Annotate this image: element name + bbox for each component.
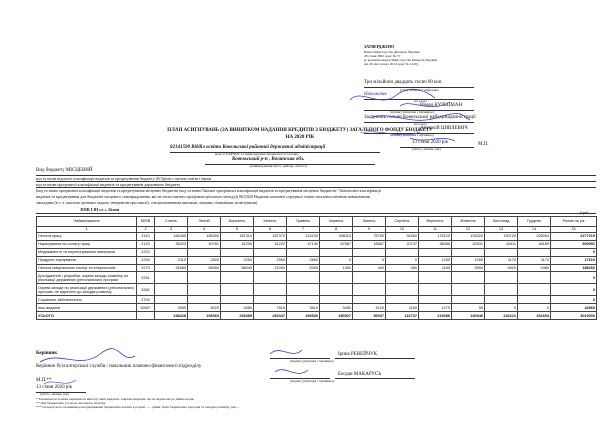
approval-heading: ЗАТВЕРДЖЕНО: [364, 44, 395, 49]
head-caption: (посада): [414, 122, 427, 126]
row-value: 21090: [254, 264, 287, 272]
row-value: 3950: [155, 304, 188, 312]
row-value: [452, 296, 485, 304]
row-value: [188, 284, 221, 296]
row-code: 2270: [137, 264, 155, 272]
row-value: [287, 248, 320, 256]
row-value: 187370: [254, 233, 287, 241]
head-role: Керівник: [36, 351, 58, 356]
table-index-cell: 3: [155, 227, 188, 233]
row-value: [353, 296, 386, 304]
row-name: Оплата праці: [37, 233, 137, 241]
table-header-cell: Грудень: [518, 217, 551, 227]
row-code: [137, 312, 155, 320]
row-value: 4520: [485, 264, 518, 272]
row-value: [518, 272, 551, 284]
row-value: 116737: [386, 312, 419, 320]
table-header-cell: Серпень: [386, 217, 419, 227]
row-value: 2110: [155, 256, 188, 264]
approval-line: Наказ Міністерства фінансів України: [364, 50, 420, 54]
manager-name: Роман КУЛЬЦМАН: [420, 103, 463, 108]
accountant-role: Керівник бухгалтерської служби / начальник планово-фінансового підрозділу: [36, 364, 202, 369]
row-value: 0: [518, 304, 551, 312]
approval-decree: [364, 50, 437, 66]
head-signer: Ірина РЕВЕЙЧУК: [338, 352, 377, 357]
row-value: 36203: [155, 240, 188, 248]
date-caption: (число, місяць, рік): [412, 147, 441, 151]
row-value: 58040: [221, 264, 254, 272]
table-header-cell: Липень: [353, 217, 386, 227]
row-value: 96937: [353, 312, 386, 320]
table-header-cell: Вересень: [419, 217, 452, 227]
row-code: 2120: [137, 240, 155, 248]
row-value: [485, 284, 518, 296]
table-index-cell: 1: [37, 227, 137, 233]
row-value: [320, 272, 353, 284]
row-value: 1050: [452, 256, 485, 264]
row-value: 38086: [419, 240, 452, 248]
footnote: ** Для бюджетних установ, які мають печатку.: [36, 401, 106, 405]
row-value: 1270: [419, 304, 452, 312]
table-index-cell: 12: [452, 227, 485, 233]
row-value: 4120: [353, 304, 386, 312]
row-value: 490527: [320, 312, 353, 320]
org-caption: (код за ЄДРПОУ та найменування бюджетної установи): [215, 152, 299, 156]
row-value: 4380: [518, 264, 551, 272]
region-caption: (найменування міста, району, області): [250, 164, 307, 168]
prog-class-local-3: закладами (в т. ч. школою-дитячим садком, інтернатом при школі), спеціалізованими школами, ліцеями, гімназіями, колегіумами): [36, 200, 258, 205]
table-index-cell: 9: [353, 227, 386, 233]
row-value: [254, 296, 287, 304]
info-line: [36, 213, 596, 214]
row-value: [485, 248, 518, 256]
row-value: [386, 284, 419, 296]
row-value: [254, 248, 287, 256]
row-value: [386, 296, 419, 304]
row-value: [518, 296, 551, 304]
row-value: [155, 272, 188, 284]
row-value: 1170: [518, 256, 551, 264]
table-header-cell: Травень: [287, 217, 320, 227]
row-total: 188260: [551, 264, 597, 272]
approval-date: 13 січня 2020 рік: [412, 140, 449, 145]
approval-line: (у редакції наказу Міністерства фінансів України: [364, 58, 438, 62]
row-value: [155, 284, 188, 296]
table-header-cell: Червень: [320, 217, 353, 227]
row-value: 55: [452, 304, 485, 312]
row-total: 0: [551, 272, 597, 284]
row-value: [518, 284, 551, 296]
accountant-signer-caption: (підпис) (ініціали і прізвище): [290, 379, 334, 383]
row-value: 42611: [485, 240, 518, 248]
table-header-cell: Найменування: [37, 217, 137, 227]
row-value: 2950: [254, 256, 287, 264]
table-index-cell: 4: [188, 227, 221, 233]
row-value: [221, 248, 254, 256]
row-value: 580: [386, 264, 419, 272]
row-value: [320, 248, 353, 256]
row-value: 16667: [353, 240, 386, 248]
row-value: [155, 296, 188, 304]
row-value: [353, 272, 386, 284]
row-value: [386, 272, 419, 284]
row-value: 4580: [221, 304, 254, 312]
accountant-signer: Богдан МАКАРУСЬ: [338, 372, 382, 377]
row-value: 1180: [419, 264, 452, 272]
row-value: 293063: [188, 312, 221, 320]
row-value: 185390: [188, 233, 221, 241]
row-value: [221, 296, 254, 304]
head-signer-caption: (підпис) (ініціали і прізвище): [290, 359, 334, 363]
amount-caption: (сума словами і цифрами): [400, 88, 439, 92]
row-code: 5000*: [137, 304, 155, 312]
head-title: Заступник голови Ковельської райдержадміністрації: [364, 115, 476, 120]
allocation-table: [36, 216, 597, 320]
row-value: 41205: [221, 240, 254, 248]
head-name: Анатолій ЦИВЛЕВИЧ: [420, 126, 468, 131]
budget-type: Вид бюджету МІСЦЕВИЙ: [36, 168, 93, 173]
table-index-cell: 15: [551, 227, 597, 233]
table-header-cell: Січень: [155, 217, 188, 227]
row-value: [320, 296, 353, 304]
table-index-cell: 10: [386, 227, 419, 233]
row-value: 293385: [221, 312, 254, 320]
plan-title: ПЛАН АСИГНУВАНЬ (ЗА ВИНЯТКОМ НАДАННЯ КРЕДИТІВ З БЮДЖЕТУ) ЗАГАЛЬНОГО ФОНДУ БЮДЖЕТУ: [167, 128, 433, 133]
table-row: [37, 256, 597, 264]
row-value: 5020: [188, 304, 221, 312]
region-name: Ковельський р-н , Волинська обл.: [232, 157, 305, 162]
row-value: [287, 284, 320, 296]
row-value: 1430: [419, 256, 452, 264]
row-value: 1160: [386, 304, 419, 312]
row-name: УСЬОГО: [37, 312, 137, 320]
row-value: 398110: [320, 233, 353, 241]
row-value: 260447: [254, 312, 287, 320]
row-value: 242221: [485, 312, 518, 320]
prog-class-state: код та назва програмної класифікації видатків та кредитування державного бюджету: [36, 182, 181, 187]
table-header-cell: Березень: [221, 217, 254, 227]
row-value: 3510: [287, 304, 320, 312]
sig-line: [335, 378, 415, 379]
sig-date: 13 січня 2020 рік: [36, 385, 73, 390]
row-value: 0: [320, 256, 353, 264]
row-total: 0: [551, 284, 597, 296]
row-value: [419, 284, 452, 296]
row-value: [320, 284, 353, 296]
row-name: Дослідження і розробки, окремі заходи розвитку по реалізації державних (регіональних) програм: [37, 272, 137, 284]
table-index-cell: 14: [518, 227, 551, 233]
table-header-cell: Разом на рік: [551, 217, 597, 227]
row-value: 3480: [320, 304, 353, 312]
row-code: 2282: [137, 284, 155, 296]
row-value: [452, 272, 485, 284]
row-value: 2660: [287, 256, 320, 264]
row-value: [419, 248, 452, 256]
table-index-cell: 13: [485, 227, 518, 233]
table-header-row: [37, 217, 597, 227]
manager-caption: (посада): [414, 99, 427, 103]
row-value: 1350: [320, 264, 353, 272]
table-header-cell: Листопад: [485, 217, 518, 227]
table-row: [37, 233, 597, 241]
org-name: 02141590 Відділ освіти Ковельської районної державної адміністрації: [170, 145, 326, 150]
row-value: 31680: [155, 264, 188, 272]
approval-stamp: М.П.: [478, 142, 489, 147]
row-value: 41222: [254, 240, 287, 248]
footnote: *** Складається головними розпорядниками бюджетних коштів в розрізі ...... рівня, їхніх бюджетних програм та заходів розвитку для ...: [36, 405, 240, 409]
row-total: 500951: [551, 240, 597, 248]
row-value: 2000: [287, 264, 320, 272]
manager-name-caption: (підпис) (ініціали і прізвище): [390, 110, 434, 114]
row-code: 2700: [137, 296, 155, 304]
row-total: 0: [551, 296, 597, 304]
row-value: 209054: [518, 233, 551, 241]
sig-line: [335, 358, 415, 359]
table-header-cell: Квітень: [254, 217, 287, 227]
row-value: [254, 284, 287, 296]
row-value: 20737: [386, 240, 419, 248]
school-name: ЗОШ І-ІІІ ст. с. Білин: [80, 207, 119, 212]
row-value: [353, 248, 386, 256]
row-value: 2820: [188, 256, 221, 264]
row-value: 59050: [188, 264, 221, 272]
row-code: 2110: [137, 233, 155, 241]
row-total: 17610: [551, 256, 597, 264]
table-index-cell: 8: [320, 227, 353, 233]
row-value: 1170: [485, 256, 518, 264]
row-value: 261693: [518, 312, 551, 320]
row-value: [386, 248, 419, 256]
row-value: [254, 272, 287, 284]
row-value: [485, 272, 518, 284]
row-value: 175120: [419, 233, 452, 241]
bottom-signature-icon: [30, 340, 330, 390]
row-value: 269530: [287, 312, 320, 320]
row-value: 94260: [386, 233, 419, 241]
row-value: 2250: [221, 256, 254, 264]
footnotes: [36, 397, 239, 409]
head-name-caption: (підпис) (ініціали і прізвище): [390, 133, 434, 137]
table-row: [37, 240, 597, 248]
plan-year: НА 2020 РІК: [285, 135, 315, 140]
row-value: [485, 296, 518, 304]
row-name: Медикаменти та перев'язувальні матеріали: [37, 248, 137, 256]
row-code: 2220: [137, 248, 155, 256]
signature-scribble-icon: [340, 78, 480, 153]
approval-line: від 26 листопада 2012 року № 1220): [364, 62, 418, 66]
table-header-cell: Жовтень: [452, 217, 485, 227]
row-total: 3019000: [551, 312, 597, 320]
row-value: 3990: [452, 264, 485, 272]
row-value: [419, 272, 452, 284]
row-value: 215086: [419, 312, 452, 320]
row-name: Окремі заходи по реалізації державних (регіональних) програм, не віднесені до заходів розвитку: [37, 284, 137, 296]
table-row: [37, 312, 597, 320]
row-name: Інші видатки: [37, 304, 137, 312]
table-header-cell: КЕКВ: [137, 217, 155, 227]
row-value: 42531: [452, 240, 485, 248]
row-value: 47130: [287, 240, 320, 248]
table-index-cell: 11: [419, 227, 452, 233]
row-value: [419, 296, 452, 304]
row-value: 7815: [254, 304, 287, 312]
table-index-cell: 2: [137, 227, 155, 233]
row-value: [221, 284, 254, 296]
row-name: Оплата комунальних послуг та енергоносіїв: [37, 264, 137, 272]
row-name: Продукти харчування: [37, 256, 137, 264]
table-row: [37, 264, 597, 272]
vedom-class: код та назва відомчої класифікації видатків та кредитування бюджету 06 Орган з питань освіти і науки: [36, 176, 212, 181]
row-value: [221, 272, 254, 284]
footnote: * Заповнюється лише видатків на виплату інші видатки, зокрема видатки, що не віднесені до інших кодів.: [36, 397, 195, 401]
row-name: Соціальне забезпечення: [37, 296, 137, 304]
row-value: [287, 272, 320, 284]
row-value: 0: [353, 256, 386, 264]
table-index-cell: 5: [221, 227, 254, 233]
row-value: 187310: [221, 233, 254, 241]
table-row: [37, 248, 597, 256]
row-value: 193720: [485, 233, 518, 241]
table-index-cell: 6: [254, 227, 287, 233]
sig-stamp: М.П.**: [36, 378, 52, 383]
manager-title: Начальник: [364, 92, 387, 97]
row-value: 87587: [320, 240, 353, 248]
table-row: [37, 296, 597, 304]
row-value: [287, 296, 320, 304]
approval-amount: Три мільйони двадцять тисяч 00 коп.: [364, 80, 443, 85]
row-total: 34960: [551, 304, 597, 312]
unit-label: (грн): [580, 210, 589, 215]
row-value: 75750: [353, 233, 386, 241]
row-total: 0: [551, 248, 597, 256]
row-value: 0: [485, 304, 518, 312]
row-code: 2230: [137, 256, 155, 264]
row-value: 238428: [155, 312, 188, 320]
approval-line: 28 січня 2002 року № 57: [364, 54, 401, 58]
row-total: 2277019: [551, 233, 597, 241]
row-value: [188, 248, 221, 256]
row-value: 164485: [155, 233, 188, 241]
row-value: [452, 284, 485, 296]
row-value: 0: [386, 256, 419, 264]
table-header-cell: Лютий: [188, 217, 221, 227]
row-value: [155, 248, 188, 256]
row-name: Нарахування на оплату праці: [37, 240, 137, 248]
row-code: 2281: [137, 272, 155, 284]
prog-class-local-2: видатків та кредитування для бюджетів місцевого самоврядування, які не застосовують програмно-цільового методу)) 0611020 Надання загальної середньої освіти загальноосвітніми навчальними: [36, 194, 371, 199]
row-value: 240946: [452, 312, 485, 320]
sig-date-caption: (число, місяць, рік): [40, 392, 69, 396]
row-value: [452, 248, 485, 256]
table-row: [37, 272, 597, 284]
prog-class-local-1: (код та назва програмної класифікації видатків та кредитування місцевих бюджетів (код та назва Типової програмної класифікації видатків та кредитування місцевих бюджетів / Тимчасової класифікації: [36, 188, 381, 193]
row-value: [188, 296, 221, 304]
table-row: [37, 304, 597, 312]
row-value: [518, 248, 551, 256]
row-value: [188, 272, 221, 284]
row-value: [353, 284, 386, 296]
row-value: 46189: [518, 240, 551, 248]
row-value: 214230: [287, 233, 320, 241]
row-value: 40781: [188, 240, 221, 248]
row-value: 400: [353, 264, 386, 272]
table-index-cell: 7: [287, 227, 320, 233]
row-value: 193320: [452, 233, 485, 241]
table-row: [37, 284, 597, 296]
